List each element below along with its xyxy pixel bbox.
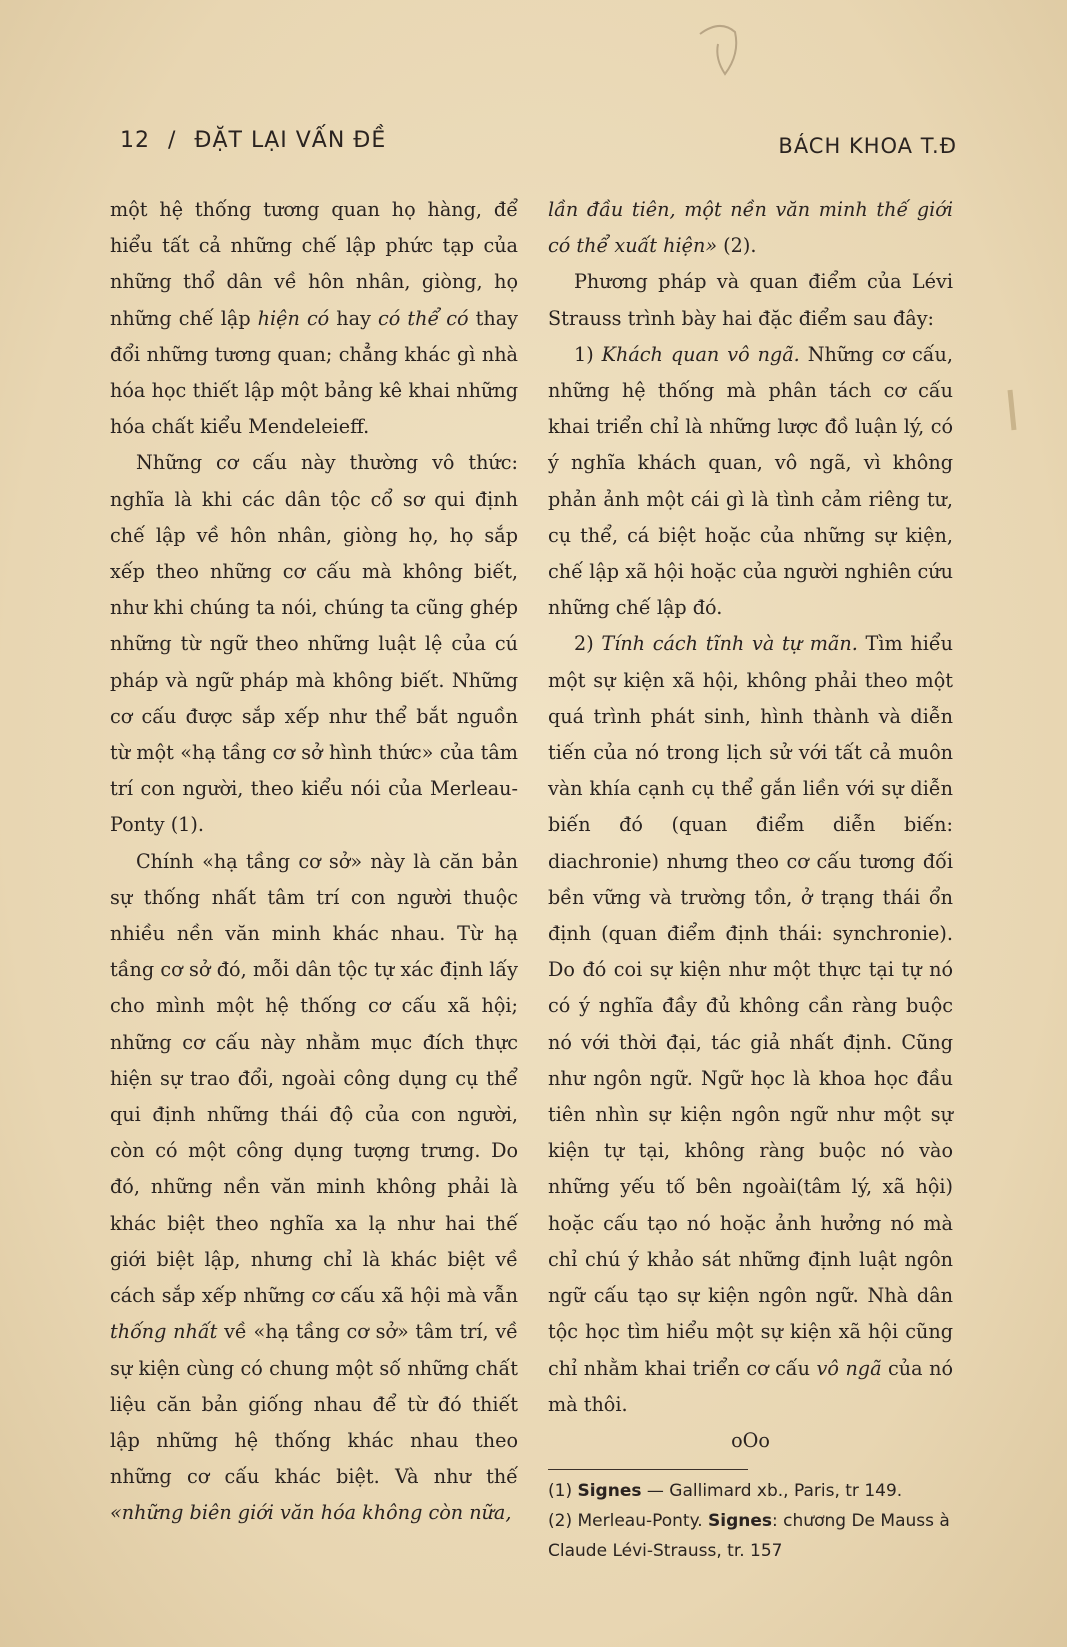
- footnote-text: — Gallimard xb., Paris, tr 149.: [641, 1481, 903, 1502]
- italic-run: có thể có: [378, 306, 469, 330]
- list-number: 1): [574, 342, 602, 366]
- italic-run: lần đầu tiên, một nền văn minh thế giới có thể xuất hiện»: [548, 198, 953, 258]
- paragraph: [548, 626, 953, 1422]
- text-run: hay: [329, 306, 379, 330]
- paragraph: Phương pháp và quan điểm của Lévi Strauss trình bày hai đặc điểm sau đây:: [548, 270, 953, 330]
- footnote-author: Merleau-Ponty.: [577, 1511, 709, 1532]
- list-number: 2): [574, 632, 602, 656]
- section-ornament: oOo: [731, 1428, 770, 1452]
- left-column: [110, 192, 518, 1532]
- header-separator: /: [168, 128, 177, 153]
- italic-run: vô ngã: [816, 1356, 882, 1380]
- italic-run: Khách quan vô ngã.: [601, 342, 800, 366]
- text-run: thay đổi những tương quan; chẳng khác gì nhà hóa học thiết lập một bảng kê khai những hóa chất kiểu Mendeleieff.: [110, 306, 519, 439]
- italic-run: thống nhất: [110, 1320, 218, 1344]
- page-header: [120, 128, 957, 168]
- paragraph: [110, 192, 518, 445]
- right-column: [548, 192, 953, 1566]
- paragraph: [548, 192, 953, 264]
- footnote-title: Signes: [708, 1511, 773, 1532]
- paragraph: [110, 844, 518, 1532]
- text-run: Chính «hạ tầng cơ sở» này là căn bản sự thống nhất tâm trí con người thuộc nhiều nền văn minh khác nhau. Từ hạ tầng cơ sở đó, mỗi dân tộc tự xác định lấy cho mình một hệ thống cơ cấu xã hội; những cơ cấu này nhằm mục đích thực hiện sự trao đổi, ngoài công dụng cụ thể qui định những thái độ của con người, còn có một công dụng tượng trưng. Do đó, những nền văn minh không phải là khác biệt theo nghĩa xa lạ như hai thế giới biệt lập, nhưng chỉ là khác biệt về cách sắp xếp những cơ cấu xã hội mà vẫn: [110, 849, 518, 1308]
- footnote-divider: [548, 1469, 748, 1470]
- magazine-title: BÁCH KHOA T.Đ: [778, 134, 957, 158]
- footnote-1: [548, 1476, 953, 1506]
- text-run: một hệ thống tương quan họ hàng, để hiểu tất cả những chế lập phức tạp của những thổ dân về hôn nhân, giòng, họ những chế lập: [110, 198, 518, 330]
- text-run: về «hạ tầng cơ sở» tâm trí, về sự kiện cùng có chung một số những chất liệu căn bản giống nhau để từ đó thiết lập những hệ thống khác nhau theo những cơ cấu khác biệt. Và như thế: [110, 1320, 518, 1489]
- text-run: (2).: [717, 234, 757, 258]
- italic-run: Tính cách tĩnh và tự mãn.: [601, 632, 858, 656]
- footnote-text: : chương De Mauss à Claude Lévi-Strauss, tr. 157: [548, 1511, 950, 1562]
- footnote-title: Signes: [577, 1481, 642, 1502]
- footnote-number: (2): [548, 1511, 578, 1532]
- page-number: 12: [120, 128, 150, 153]
- paragraph: Những cơ cấu này thường vô thức: nghĩa là khi các dân tộc cổ sơ qui định chế lập về hôn nhân, giòng họ, họ sắp xếp theo những cơ cấu mà không biết, như khi chúng ta nói, chúng ta cũng ghép những từ ngữ theo những luật lệ của cú pháp và ngữ pháp mà không biết. Những cơ cấu được sắp xếp như thể bắt nguồn từ một «hạ tầng cơ sở hình thức» của tâm trí con người, theo kiểu nói của Merleau-Ponty (1).: [110, 451, 518, 837]
- italic-run: hiện có: [257, 306, 330, 330]
- italic-run: «những biên giới văn hóa không còn nữa,: [110, 1501, 512, 1525]
- paper-stain-icon: [1000, 380, 1030, 440]
- header-left: [120, 128, 386, 153]
- paragraph: [548, 337, 953, 627]
- text-run: Những cơ cấu, những hệ thống mà phân tách cơ cấu khai triển chỉ là những lược đồ luận lý, có ý nghĩa khách quan, vô ngã, vì không phản ảnh một cái gì là tình cảm riêng tư, cụ thể, cá biệt hoặc của những sự kiện, chế lập xã hội hoặc của người nghiên cứu những chế lập đó.: [548, 342, 954, 620]
- paper-stain-icon: [690, 14, 750, 84]
- text-run: Tìm hiểu một sự kiện xã hội, không phải theo một quá trình phát sinh, hình thành và diễn tiến của nó trong lịch sử với tất cả muôn vàn khía cạnh cụ thể gắn liền với sự diễn biến đó (quan điểm diễn biến: diachronie) nhưng theo cơ cấu tương đối bền vững và trường tồn, ở trạng thái ổn định (quan điểm định thái: synchronie). Do đó coi sự kiện như một thực tại tự nó có ý nghĩa đầy đủ không cần ràng buộc nó với thời đại, tác giả nhất định. Cũng như ngôn ngữ. Ngữ học là khoa học đầu tiên nhìn sự kiện ngôn ngữ như một sự kiện tự tại, không ràng buộc nó vào những yếu tố bên ngoài(tâm lý, xã hội) hoặc cấu tạo nó hoặc ảnh hưởng nó mà chỉ chú ý khảo sát những định luật ngôn ngữ cấu tạo sự kiện ngôn ngữ. Nhà dân tộc học tìm hiểu một sự kiện xã hội cũng chỉ nhằm khai triển cơ cấu: [548, 632, 954, 1380]
- footnote-number: (1): [548, 1481, 578, 1502]
- text-run: của nó mà thôi.: [548, 1356, 953, 1416]
- section-title: ĐẶT LẠI VẤN ĐỀ: [194, 128, 387, 153]
- footnote-2: [548, 1506, 953, 1566]
